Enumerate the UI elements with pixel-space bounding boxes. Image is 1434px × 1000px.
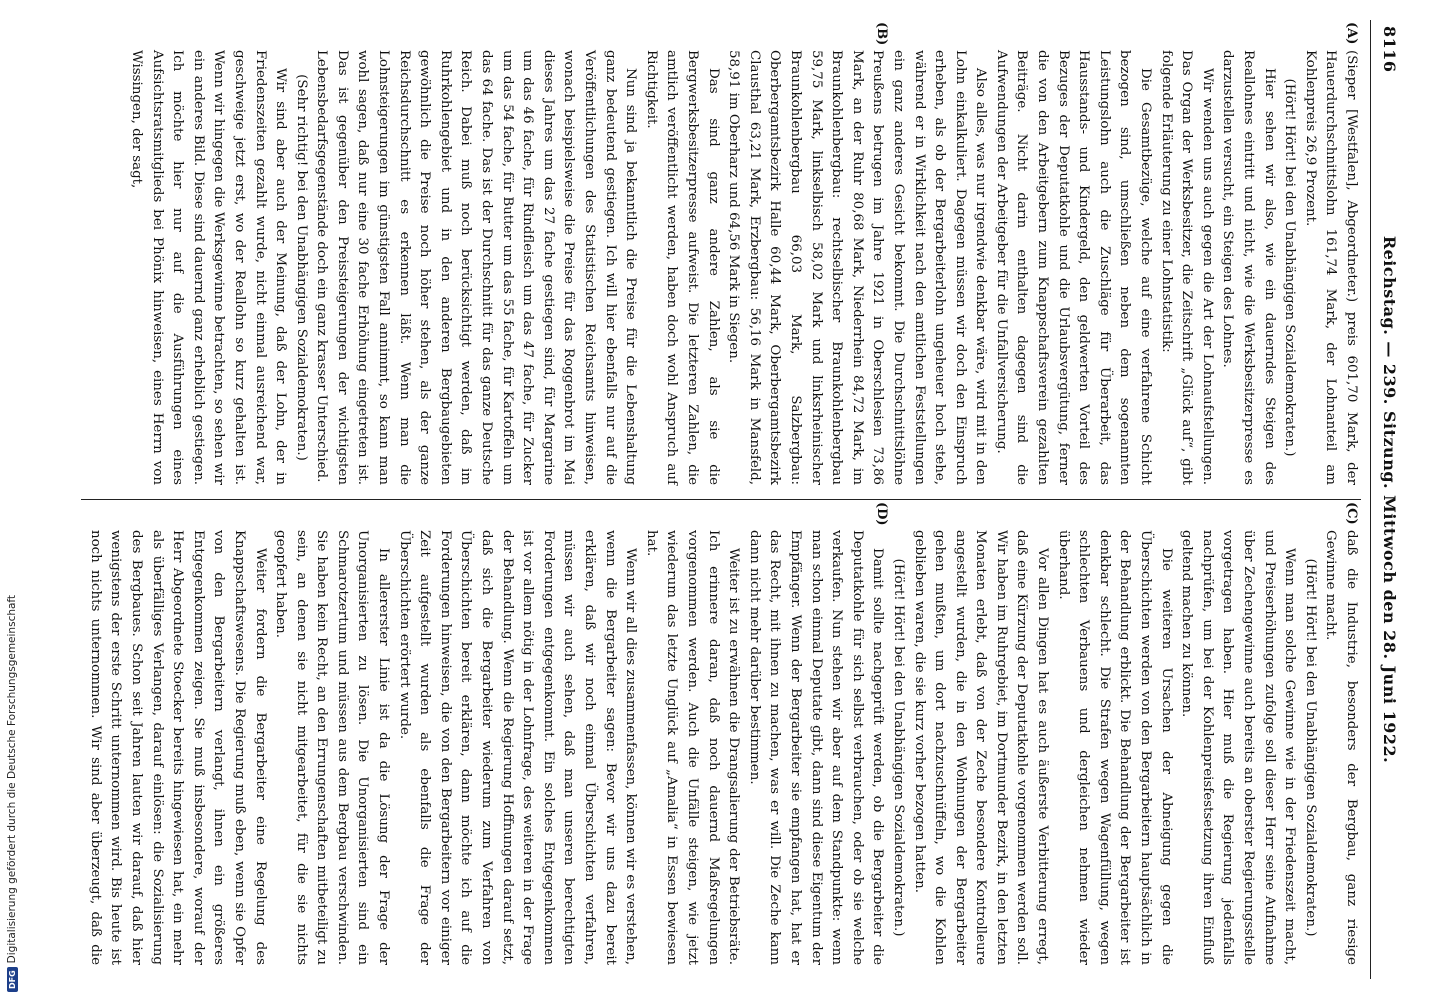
paragraph: Hier sehen wir also, wie ein dauerndes Steigen des Reallohnes eintritt und nicht, wie die Werksbesitzerpresse es darzustellen versucht, ein Steigen des Lohnes. [1220,50,1277,485]
margin-marker-a: (A) [1344,22,1359,45]
page-header [1370,20,1405,979]
dfg-credit [6,595,18,992]
dfg-credit-text: Digitalisierung gefördert durch die Deutsche Forschungsgemeinschaft [6,594,18,964]
quotation: Die Gesamtbezüge, welche auf eine verfahrene Schicht bezogen sind, umschließen neben dem sogenannten Leistungslohn auch die Zuschläge für Überarbeit, das Hausstands- und Kindergeld, den geldwerten Vorteil des Bezuges der Deputatkohle und die Urlaubsvergütung, ferner die von den Arbeitgebern zum Knappschaftsverein gezahlten Beiträge. Nicht darin enthalten dagegen sind die Aufwendungen der Arbeitgeber für die Unfallversicherung. [993,50,1154,485]
paragraph: Weiter fordern die Bergarbeiter eine Regelung des Knappschaftswesens. Die Regierung muß eben, wenn sie Opfer von den Bergarbeitern verlangt, ihnen ein größeres Entgegenkommen zeigen. Sie muß insbesondere, worauf der Herr Abgeordnete Stoecker bereits hingewiesen hat, ein mehr als überfälliges Verlangen, darauf einlösen: die Sozialisierung des Bergbaues. Schon seit Jahren lauten wir darauf, daß hier wenigstens der erste Schritt unternommen wird. Bis heute ist noch nichts unternommen. Wir sind aber überzeugt, daß die [87,530,268,965]
interjection: (Hört! Hört! bei den Unabhängigen Sozialdemokraten.) [1302,558,1318,937]
paragraph: Nun sind ja bekanntlich die Preise für die Lebenshaltung ganz bedeutend gestiegen. Ich will hier ebenfalls nur auf die Veröffentlichungen des Statistischen Reichsamts hinweisen, wonach beispielsweise die Preise für das Roggenbrot im Mai dieses Jahres um das 27 fache gestiegen sind, für Margarine um das 46 fache, für Rindfleisch um das 47 fache, für Zucker um das 54 fache, für Butter um das 55 fache, für Kartoffeln um das 64 fache. Das ist der Durchschnitt für das ganze Deutsche Reich. Dabei muß noch berücksichtigt werden, daß im Ruhrkohlengebiet und in den anderen Bergbaugebieten gewöhnlich die Preise noch höher stehen, als der ganze Reichsdurchschnitt es erkennen läßt. Wenn man die Lohnsteigerungen im günstigsten Fall annimmt, so kann man wohl sagen, daß nur eine 30 fache Erhöhung eingetreten ist. Das ist gegenüber den Preissteigerungen der wichtigsten Lebensbedarfsgegenstände doch ein ganz krasser Unterschied. [314,50,639,485]
page-body [81,20,1361,979]
document-page [75,12,1405,987]
paragraph: (Sieper [Westfalen], Abgeordneter.) preis 601,70 Mark, der Hauerdurchschnittslohn 161,74 Mark, der Lohnanteil am Kohlenpreis 26,9 Prozent. [1302,50,1359,485]
interjection: (Hört! Hört! bei den Unabhängigen Sozialdemokraten.) [890,558,906,937]
paragraph: Wir wenden uns auch gegen die Art der Lohnaufstellungen. Das Organ der Werksbesitzer, die Zeitschrift „Glück auf“, gibt folgende Erläuterung zu einer Lohnstatistik: [1158,50,1215,485]
dfg-logo-icon: DFG [7,967,18,992]
left-column [81,20,1361,499]
paragraph: Wenn wir all dies zusammenfassen, können wir es verstehen, wenn die Bergarbeiter sagen: Bevor wir uns dazu bereit erklären, daß wir noch einmal Überschichten verfahren, müssen wir auch sehen, daß man unseren berechtigten Forderungen entgegenkommt. Ein solches Entgegenkommen ist vor allem nötig in der Lohnfrage, des weiteren in der Frage der Behandlung. Wenn die Regierung Hoffnungen darauf setzt, daß sich die Bergarbeiter wiederum zum Verfahren von Überschichten bereit erklären, dann möchte ich auf die Forderungen hinweisen, die von den Bergarbeitern vor einiger Zeit aufgestellt wurden als ebenfalls die Frage der Überschichten erörtert wurde. [396,530,639,965]
margin-marker-c: (C) [1344,502,1359,525]
paragraph: Das sind ganz andere Zahlen, als sie die Bergwerksbesitzerpresse aufweist. Die letzteren Zahlen, die amtlich veröffentlicht werden, haben doch wohl Anspruch auf Richtigkeit. [643,50,721,485]
interjection: (Sehr richtig! bei den Unabhängigen Sozialdemokraten.) [293,74,309,461]
margin-marker-b: (B) [874,22,889,46]
margin-marker-d: (D) [874,502,889,526]
paragraph: Wenn man solche Gewinne wie in der Friedenszeit macht, und Preiserhöhungen zufolge soll dieser Herr seine Aufnahme über Zechengewinne auch bereits an oberster Regierungsstelle vorgetragen haben. Hier muß die Regierung jedenfalls nachprüfen, um bei der Kohlenpreisfestsetzung ihren Einfluß geltend machen zu können. [1179,530,1298,965]
paragraph: daß die Industrie, besonders der Bergbau, ganz riesige Gewinne macht. [1323,530,1359,965]
page-number: 8116 [1380,26,1399,73]
interjection: (Hört! Hört! bei den Unabhängigen Sozialdemokraten.) [1282,78,1298,457]
running-title: Reichstag. — 239. Sitzung. Mittwoch den 28. Juni 1922. [1380,235,1399,764]
paragraph: In allererster Linie ist da die Lösung der Frage der Unorganisierten zu lösen. Die Unorganisierten sind ein Schmarotzertum und müssen aus dem Bergbau verschwinden. Sie haben kein Recht, an den Errungenschaften mitbeteiligt zu sein, an denen sie nicht mitgearbeitet, für die sie nichts geopfert haben. [273,530,392,965]
paragraph: Also alles, was nur irgendwie denkbar wäre, wird mit in den Lohn einkalkuliert. Dagegen müssen wir doch den Einspruch erheben, als ob der Bergarbeiterlohn ungeheuer hoch stehe, während er in Wirklichkeit nach den amtlichen Feststellungen ein ganz anderes Gesicht bekommt. Die Durchschnittslöhne Preußens betrugen im Jahre 1921 in Oberschlesien 73,86 Mark, an der Ruhr 80,68 Mark, Niederrhein 84,72 Mark, im Braunkohlenbergbau: rechtselbischer Braunkohlenbergbau 59,75 Mark, linkselbisch 58,02 Mark und linksrheinischer Braunkohlenbergbau 66,03 Mark, Salzbergbau: Oberbergamtsbezirk Halle 60,44 Mark, Oberbergamtsbezirk Clausthal 63,21 Mark, Erzbergbau: 56,16 Mark in Mansfeld, 58,91 im Oberharz und 64,56 Mark in Siegen. [726,50,989,485]
paragraph: Die weiteren Ursachen der Abneigung gegen die Überschichten werden von den Bergarbeitern hauptsächlich in der Behandlung erblickt. Die Behandlung der Bergarbeiter ist denkbar schlecht. Die Strafen wegen Wagenfüllung, wegen schlechten Verbauens und dergleichen nehmen wieder überhand. [1055,530,1174,965]
right-column [81,499,1361,979]
paragraph: Weiter ist zu erwähnen die Drangsalierung der Betriebsräte. Ich erinnere daran, daß noch dauernd Maßregelungen vorgenommen werden. Auch die Unfälle steigen, wie jetzt wiederum das letzte Unglück auf „Amalia“ in Essen bewiesen hat. [643,530,742,965]
paragraph: Damit sollte nachgeprüft werden, ob die Bergarbeiter die Deputatkohle für sich selbst verbrauchen, oder ob sie welche verkaufen. Nun stehen wir aber auf dem Standpunkte: wenn man schon einmal Deputate gibt, dann sind diese Eigentum der Empfänger. Wenn der Bergarbeiter sie empfangen hat, hat er das Recht, mit ihnen zu machen, was er will. Die Zeche kann dann nicht mehr darüber bestimmen. [746,530,886,965]
paragraph: Vor allen Dingen hat es auch äußerste Verbitterung erregt, daß eine Kürzung der Deputatkohle vorgenommen werden soll. Wir haben im Ruhrgebiet, im Dortmunder Bezirk, in den letzten Monaten erlebt, daß von der Zeche besondere Kontrolleure angestellt wurden, die in den Wohnungen der Bergarbeiter gehen mußten, um dort nachzuschnüffeln, wo die Kohlen geblieben waren, die sie kurz vorher bezogen hatten. [911,530,1051,965]
paragraph: Wir sind aber auch der Meinung, daß der Lohn, der in Friedenszeiten gezahlt wurde, nicht einmal ausreichend war, geschweige jetzt erst, wo der Reallohn so kurz gehalten ist. Wenn wir hingegen die Werksgewinne betrachten, so sehen wir ein anderes Bild. Diese sind dauernd ganz erheblich gestiegen. Ich möchte hier nur auf die Ausführungen eines Aufsichtsratsmitglieds bei Phönix hinweisen, eines Herrn von Wissingen, der sagt, [128,50,289,485]
